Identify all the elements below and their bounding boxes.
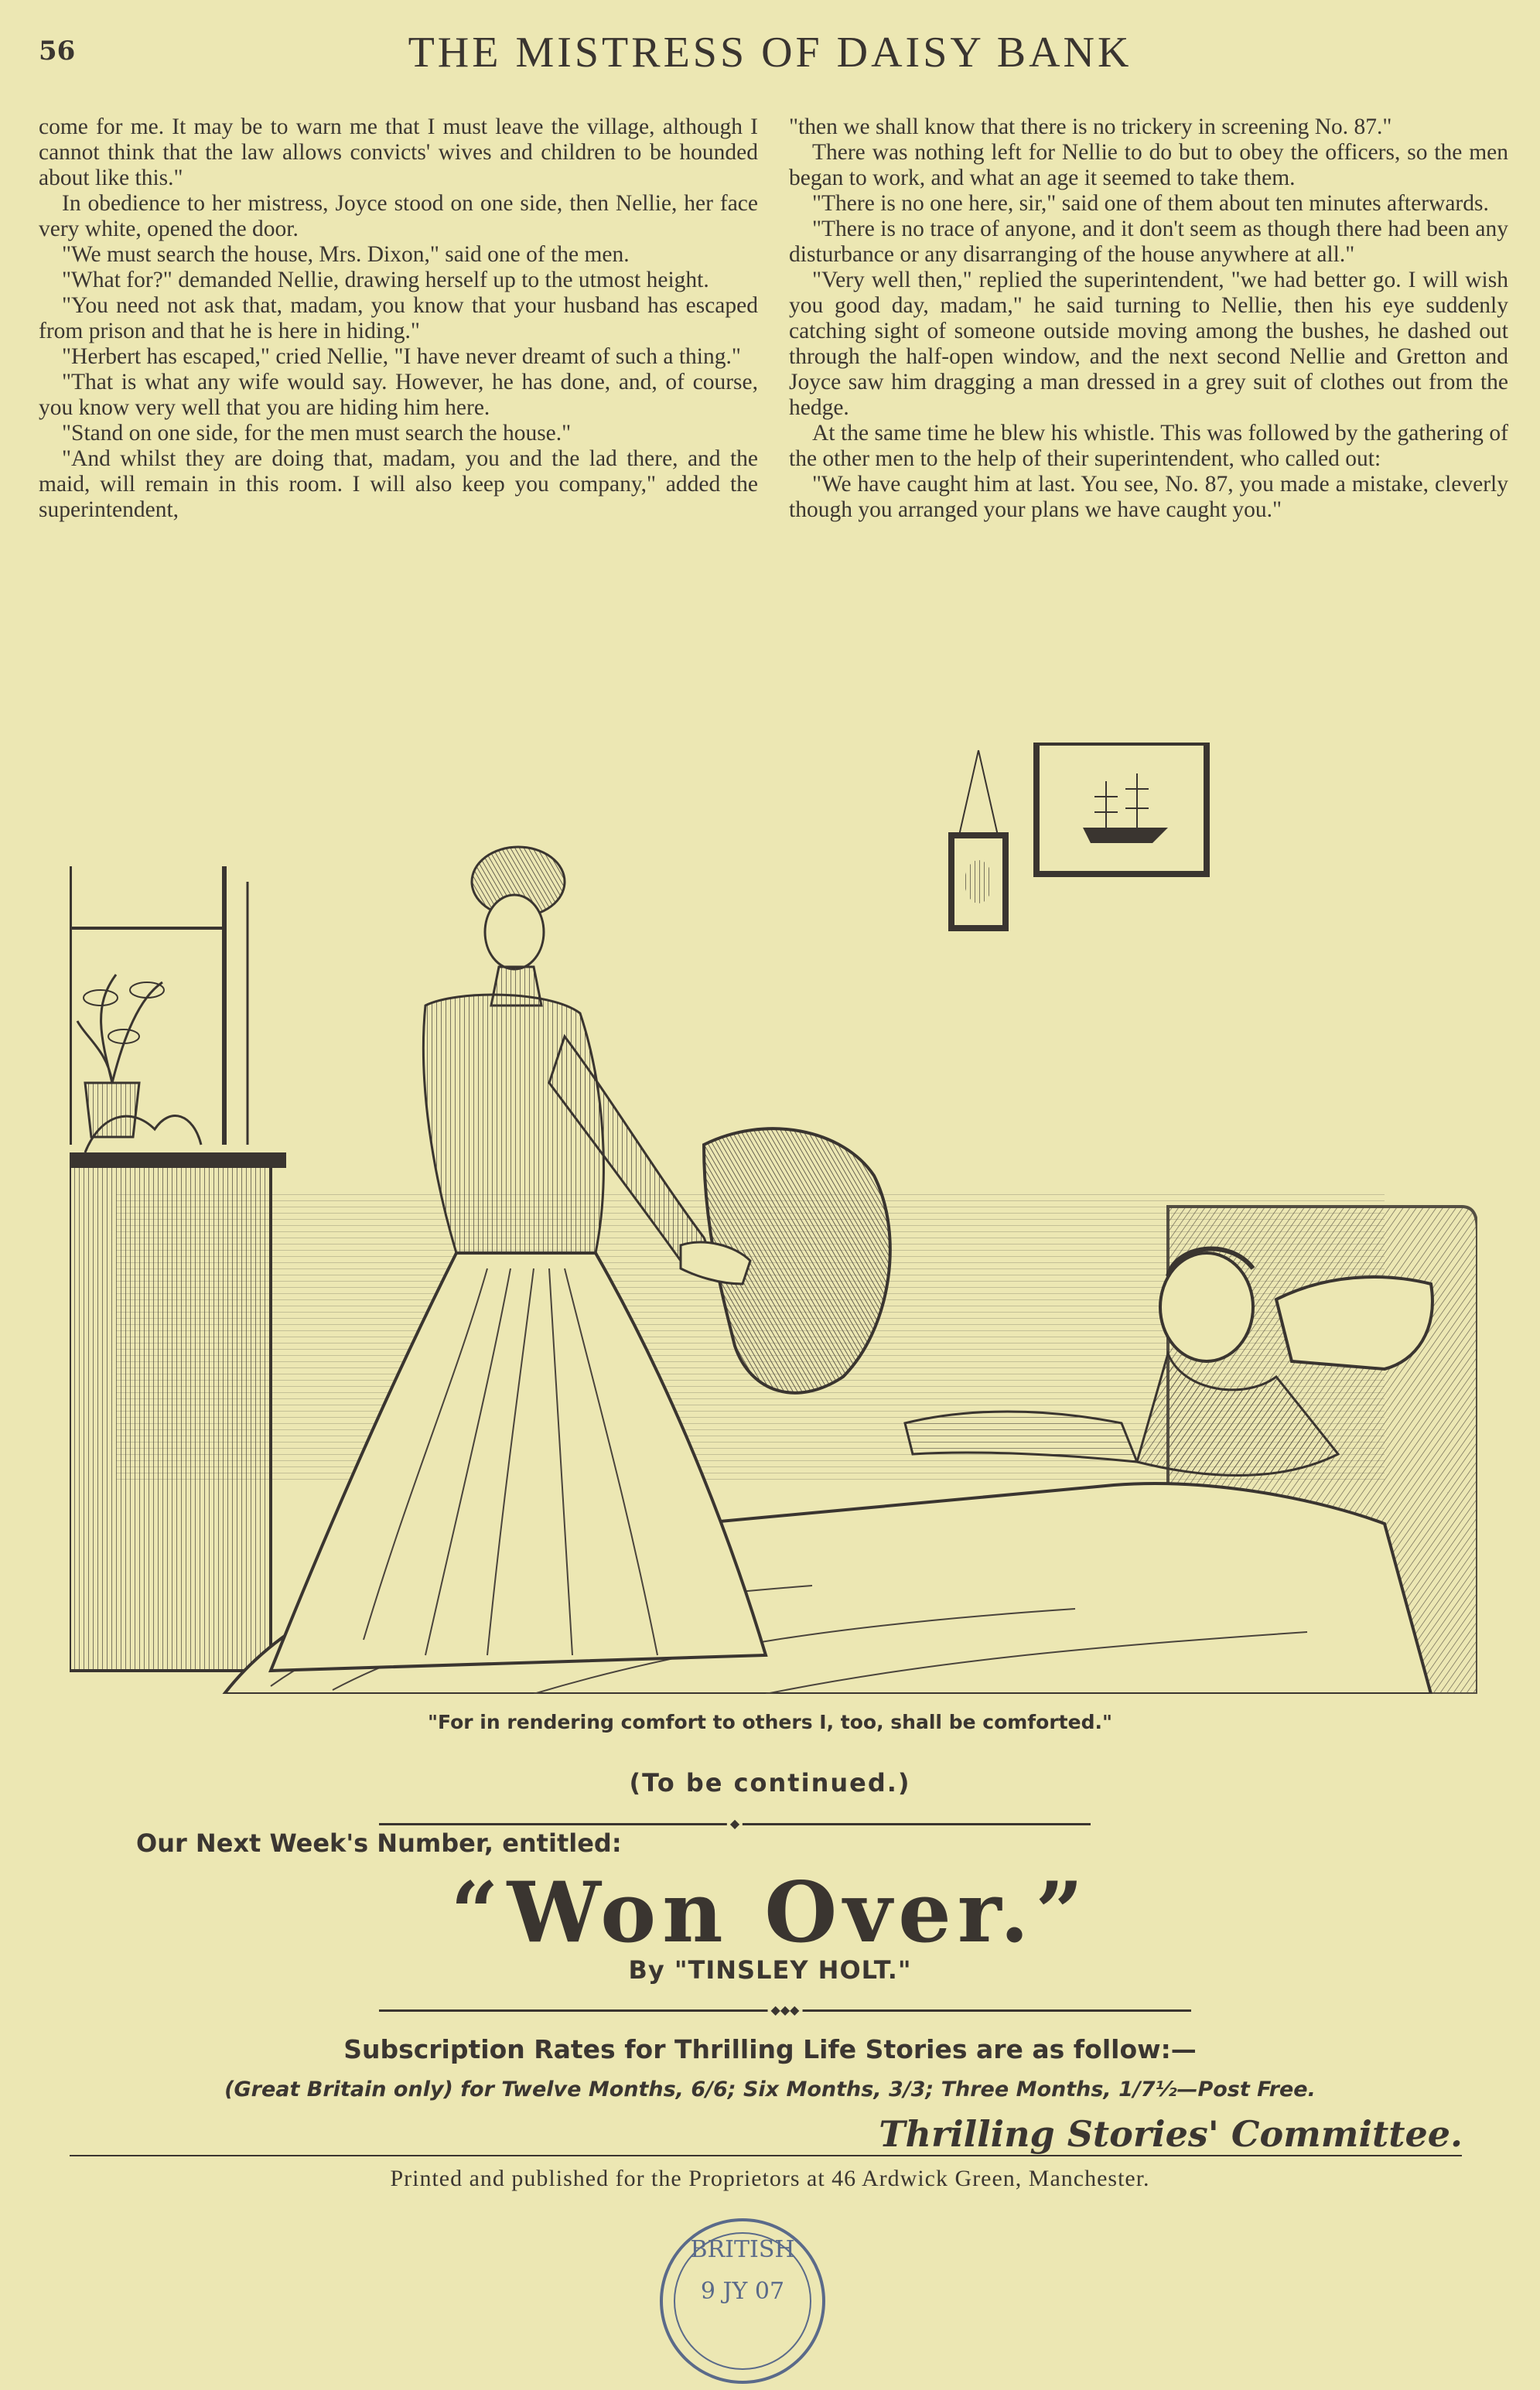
pillow <box>1276 1277 1432 1369</box>
paragraph: "We have caught him at last. You see, No. 87, you made a mistake, cleverly though you arranged your plans we have caught you." <box>789 472 1508 522</box>
dresser <box>70 1116 286 1671</box>
paragraph: "Stand on one side, for the men must search the house." <box>62 421 572 446</box>
paragraph: "Very well then," replied the superintendent, "we had better go. I will wish you good day, madam," he said turning to Nellie, then his eye suddenly catching sight of someone outside moving among the bushes, he dashed out through the half-open window, and the next second Nellie and Gretton and Joyce saw him dragging a man dressed in a grey suit of clothes out from the hedge. <box>789 268 1508 420</box>
paragraph: "There is no one here, sir," said one of them about ten minutes afterwards. <box>812 191 1489 216</box>
committee-signature: Thrilling Stories' Committee. <box>879 2113 1463 2155</box>
next-story-title: “Won Over.” <box>450 1864 1090 1962</box>
to-be-continued: (To be continued.) <box>629 1768 911 1798</box>
engraving-illustration <box>70 743 1477 1694</box>
ornamental-rule <box>379 2002 1191 2017</box>
hanging-portrait <box>951 750 1006 928</box>
text-columns <box>39 114 1508 718</box>
paragraph: "That is what any wife would say. However, he has done, and, of course, you know very well that you are hiding him here. <box>39 370 758 420</box>
left-column <box>39 114 758 718</box>
rule-ornament-icon: ◆◆◆ <box>768 2005 803 2016</box>
rule-ornament-icon: ◆ <box>727 1818 743 1829</box>
next-story-byline: By "TINSLEY HOLT." <box>628 1955 912 1985</box>
ornamental-rule <box>379 1816 1091 1831</box>
paragraph: "There is no trace of anyone, and it don't seem as though there had been any disturbance or any disarranging of the house anywhere at all." <box>789 217 1508 267</box>
printer-imprint: Printed and published for the Proprietors at 46 Ardwick Green, Manchester. <box>390 2166 1150 2191</box>
subscription-rates: (Great Britain only) for Twelve Months, 6/6; Six Months, 3/3; Three Months, 1/7½—Post Free. <box>224 2078 1316 2101</box>
right-column <box>789 114 1508 718</box>
page-number: 56 <box>39 36 76 67</box>
running-title: THE MISTRESS OF DAISY BANK <box>408 29 1132 77</box>
illustration-caption: "For in rendering comfort to others I, too, shall be comforted." <box>428 1711 1112 1733</box>
bedside-scene-engraving <box>70 743 1477 1694</box>
paragraph: "Herbert has escaped," cried Nellie, "I have never dreamt of such a thing." <box>62 344 741 369</box>
paragraph: "And whilst they are doing that, madam, you and the lad there, and the maid, will remain in this room. I will also keep you company," added the superintendent, <box>39 446 758 522</box>
paragraph: In obedience to her mistress, Joyce stood on one side, then Nellie, her face very white, opened the door. <box>39 191 758 241</box>
paragraph: "We must search the house, Mrs. Dixon," said one of the men. <box>62 242 630 267</box>
footer-rule <box>70 2155 1462 2156</box>
paragraph: come for me. It may be to warn me that I must leave the village, although I cannot think that the law allows convicts' wives and children to be hounded about like this." <box>39 114 758 190</box>
subscription-heading: Subscription Rates for Thrilling Life Stories are as follow:— <box>343 2034 1197 2064</box>
paragraph: There was nothing left for Nellie to do but to obey the officers, so the men began to work, and what an age it seemed to take them. <box>789 140 1508 190</box>
paragraph: "What for?" demanded Nellie, drawing herself up to the utmost height. <box>62 268 709 292</box>
stamp-top-text: BRITISH <box>690 2236 795 2263</box>
library-stamp <box>654 2212 831 2390</box>
plant-pot <box>77 975 164 1137</box>
paragraph: "You need not ask that, madam, you know that your husband has escaped from prison and that he is here in hiding." <box>39 293 758 343</box>
paragraph: "then we shall know that there is no trickery in screening No. 87." <box>789 114 1392 139</box>
paragraph: At the same time he blew his whistle. This was followed by the gathering of the other men to the help of their superintendent, who called out: <box>789 421 1508 471</box>
stamp-date-text: 9 JY 07 <box>700 2278 785 2305</box>
ship-picture <box>1036 743 1207 874</box>
next-week-label: Our Next Week's Number, entitled: <box>136 1828 622 1858</box>
